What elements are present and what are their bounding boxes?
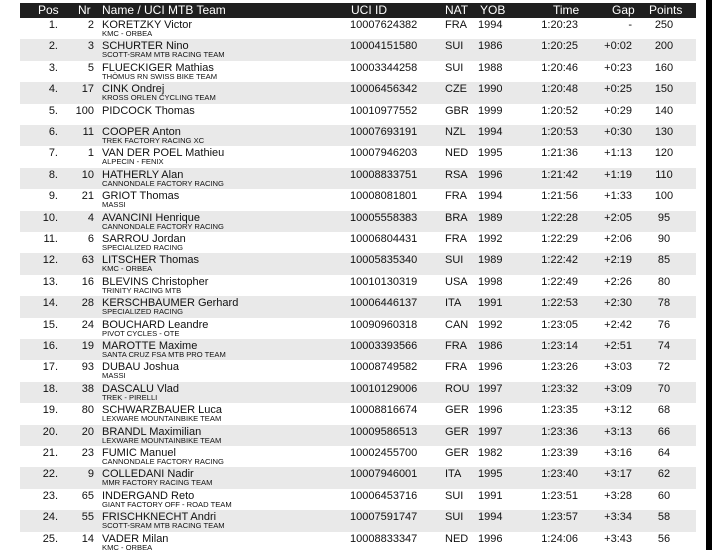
time-gap: +0:29 [604,104,632,117]
uci-id: 10005835340 [350,254,418,267]
uci-id: 10003393566 [350,340,418,352]
uci-id: 10006456342 [350,83,418,96]
table-row [20,425,696,446]
points: 110 [655,168,673,181]
nationality: SUI [445,61,464,74]
team-name: MMR FACTORY RACING TEAM [102,478,213,488]
points: 200 [654,40,674,53]
table-row [20,211,696,232]
nationality: SUI [445,254,464,267]
team-name: SPECIALIZED RACING [102,307,184,317]
uci-id: 10007591747 [350,511,418,524]
nationality: USA [445,275,468,288]
nationality: FRA [445,361,467,374]
finish-time: 1:20:52 [541,104,578,117]
team-name: CANNONDALE FACTORY RACING [102,178,224,188]
rank: 22. [42,468,58,481]
finish-time: 1:23:05 [541,318,578,331]
rank: 19. [42,404,58,417]
year-of-birth: 1998 [478,275,503,288]
bib-number: 20 [81,425,94,438]
rank: 1. [48,19,58,31]
year-of-birth: 1997 [478,382,503,395]
team-name: CANNONDALE FACTORY RACING [102,221,224,231]
bib-number: 11 [82,126,94,138]
nationality: ITA [445,468,462,481]
time-gap: +3:12 [604,404,632,417]
table-row [20,146,696,167]
table-row [20,39,696,60]
nationality: SUI [445,40,464,53]
time-gap: +3:28 [604,489,632,502]
finish-time: 1:23:14 [541,340,578,352]
rider-name: INDERGAND Reto [102,489,195,502]
points: 95 [657,211,671,224]
year-of-birth: 1996 [478,404,503,417]
finish-time: 1:23:51 [541,489,578,502]
points: 62 [657,468,671,481]
year-of-birth: 1996 [478,168,503,181]
team-name: LEXWARE MOUNTAINBIKE TEAM [102,414,222,424]
year-of-birth: 1992 [478,318,503,331]
table-row [20,296,696,317]
table-row [20,168,696,189]
uci-id: 10007624382 [350,19,418,31]
team-name: CANNONDALE FACTORY RACING [102,457,224,466]
bib-number: 4 [87,211,94,224]
time-gap: +2:19 [604,254,632,267]
year-of-birth: 1992 [478,233,503,245]
rider-name: DASCALU Vlad [102,382,180,395]
table-row [20,339,696,360]
table-row [20,253,696,274]
nationality: GER [445,447,469,459]
finish-time: 1:20:46 [541,61,578,74]
bib-number: 100 [75,104,94,117]
points: 60 [657,489,671,502]
finish-time: 1:20:23 [541,19,578,31]
year-of-birth: 1986 [478,40,503,53]
nationality: FRA [445,340,467,352]
rider-name: AVANCINI Henrique [102,211,201,224]
points: 66 [657,425,671,438]
table-row [20,382,696,403]
year-of-birth: 1994 [478,19,503,31]
rank: 16. [42,340,58,352]
uci-id: 10007946001 [350,468,418,481]
rider-name: KERSCHBAUMER Gerhard [102,297,239,310]
table-row [20,82,696,103]
rider-name: DUBAU Joshua [102,361,180,374]
rank: 20. [42,425,58,438]
rank: 24. [42,511,58,524]
team-name: SANTA CRUZ FSA MTB PRO TEAM [102,350,226,359]
time-gap: +3:43 [604,532,632,545]
table-row [20,467,696,488]
finish-time: 1:21:56 [541,190,578,203]
bib-number: 9 [87,468,94,481]
finish-time: 1:20:48 [541,83,578,96]
nationality: BRA [445,211,468,224]
table-row [20,489,696,510]
bib-number: 23 [81,447,94,459]
time-gap: +1:33 [604,190,632,203]
year-of-birth: 1982 [478,447,503,459]
table-row [20,189,696,210]
points: 74 [657,340,671,352]
year-of-birth: 1994 [478,190,503,203]
time-gap: +3:13 [604,425,632,438]
points: 56 [657,532,671,545]
time-gap: +2:51 [604,340,632,352]
bib-number: 21 [81,190,94,203]
points: 64 [657,447,671,459]
nationality: FRA [445,190,467,203]
rank: 6. [48,126,58,138]
time-gap: +3:34 [604,511,632,524]
nationality: SUI [445,511,464,524]
header-nr: Nr [78,3,91,17]
time-gap: +0:02 [604,40,632,53]
time-gap: +3:09 [604,382,632,395]
team-name: MASSI [102,371,126,381]
finish-time: 1:21:42 [541,168,578,181]
rider-name: BOUCHARD Leandre [102,318,209,331]
points: 100 [654,190,674,203]
rank: 25. [42,532,58,545]
time-gap: +2:06 [604,233,632,245]
rider-name: BRANDL Maximilian [102,425,202,438]
bib-number: 5 [87,61,94,74]
team-name: TRINITY RACING MTB [102,285,182,295]
finish-time: 1:23:32 [541,382,578,395]
rank: 12. [42,254,58,267]
uci-id: 10010129006 [350,382,418,395]
bib-number: 10 [81,168,94,181]
points: 72 [657,361,671,374]
year-of-birth: 1991 [478,489,503,502]
bib-number: 14 [81,532,94,545]
nationality: NED [445,532,469,545]
year-of-birth: 1994 [478,511,503,524]
finish-time: 1:20:25 [541,40,578,53]
header-gap: Gap [612,3,635,17]
uci-id: 10010130319 [350,275,418,288]
team-name: ALPECIN - FENIX [102,157,164,167]
uci-id: 10008081801 [350,190,418,203]
nationality: GBR [445,104,469,117]
rider-name: SARROU Jordan [102,233,186,245]
finish-time: 1:22:29 [541,233,578,245]
rank: 11. [43,233,58,245]
team-name: LEXWARE MOUNTAINBIKE TEAM [102,435,222,445]
rider-name: COLLEDANI Nadir [102,468,194,481]
points: 68 [657,404,671,417]
rank: 10. [42,211,58,224]
bib-number: 17 [81,83,94,96]
nationality: FRA [445,19,467,31]
rider-name: PIDCOCK Thomas [102,104,195,117]
finish-time: 1:24:06 [541,532,578,545]
year-of-birth: 1990 [478,83,503,96]
rank: 14. [42,297,58,310]
table-row [20,510,696,531]
nationality: GER [445,425,469,438]
team-name: PIVOT CYCLES - OTE [102,328,180,338]
finish-time: 1:23:26 [541,361,578,374]
rider-name: GRIOT Thomas [102,190,180,203]
bib-number: 3 [87,40,94,53]
finish-time: 1:23:39 [541,447,578,459]
finish-time: 1:20:53 [541,126,578,138]
page-edge [706,0,712,550]
nationality: FRA [445,233,467,245]
uci-id: 10009586513 [350,425,418,438]
uci-id: 10007693191 [350,126,418,138]
rider-name: LITSCHER Thomas [102,254,199,267]
year-of-birth: 1986 [478,340,503,352]
rider-name: MAROTTE Maxime [102,340,198,352]
team-name: TREK FACTORY RACING XC [102,136,205,145]
time-gap: +0:30 [604,126,632,138]
year-of-birth: 1996 [478,361,503,374]
bib-number: 2 [87,19,94,31]
team-name: TREK - PIRELLI [102,392,158,402]
finish-time: 1:23:40 [541,468,578,481]
rider-name: FUMIC Manuel [102,447,176,459]
bib-number: 19 [81,340,94,352]
time-gap: +0:25 [604,83,632,96]
rank: 2. [48,40,58,53]
finish-time: 1:22:42 [541,254,578,267]
year-of-birth: 1995 [478,468,503,481]
bib-number: 24 [81,318,94,331]
year-of-birth: 1995 [478,147,503,160]
team-name: SCOTT-SRAM MTB RACING TEAM [102,50,225,60]
team-name: KMC - ORBEA [102,29,153,38]
time-gap: +1:19 [604,168,632,181]
bib-number: 55 [81,511,94,524]
rider-name: SCHURTER Nino [102,40,189,53]
rank: 15. [42,318,58,331]
finish-time: 1:22:49 [541,275,578,288]
bib-number: 93 [81,361,94,374]
time-gap: - [628,19,632,31]
team-name: MASSI [102,200,126,210]
year-of-birth: 1999 [478,104,503,117]
bib-number: 65 [81,489,94,502]
nationality: NZL [445,126,466,138]
table-row [20,18,696,39]
points: 76 [657,318,671,331]
rider-name: VADER Milan [102,532,169,545]
time-gap: +2:42 [604,318,632,331]
finish-time: 1:22:53 [541,297,578,310]
team-name: KMC - ORBEA [102,542,153,552]
uci-id: 10005558383 [350,211,418,224]
points: 80 [657,275,671,288]
points: 160 [654,61,674,74]
bib-number: 16 [81,275,94,288]
points: 130 [654,126,674,138]
points: 120 [654,147,674,160]
uci-id: 10010977552 [350,104,418,117]
time-gap: +2:05 [604,211,632,224]
nationality: CZE [445,83,467,96]
rank: 17. [42,361,58,374]
team-name: GIANT FACTORY OFF - ROAD TEAM [102,499,232,509]
points: 90 [657,233,671,245]
table-row [20,360,696,381]
nationality: ROU [445,382,470,395]
uci-id: 10008833751 [350,168,418,181]
rank: 3. [48,61,58,74]
table-header [20,3,696,18]
rider-name: FLUECKIGER Mathias [102,61,214,74]
nationality: SUI [445,489,464,502]
table-row [20,61,696,82]
finish-time: 1:22:28 [541,211,578,224]
header-uci-id: UCI ID [351,3,387,17]
table-row [20,104,696,125]
uci-id: 10007946203 [350,147,418,160]
uci-id: 10006453716 [350,489,418,502]
time-gap: +0:23 [604,61,632,74]
time-gap: +2:30 [604,297,632,310]
points: 140 [654,104,674,117]
rank: 7. [48,147,58,160]
header-points: Points [649,3,683,17]
team-name: SPECIALIZED RACING [102,243,184,252]
time-gap: +3:16 [604,447,632,459]
team-name: KMC - ORBEA [102,264,153,274]
table-row [20,403,696,424]
uci-id: 10008749582 [350,361,418,374]
uci-id: 10008833347 [350,532,418,545]
team-name: THÖMUS RN SWISS BIKE TEAM [102,71,218,81]
finish-time: 1:23:35 [541,404,578,417]
year-of-birth: 1994 [478,126,503,138]
rank: 9. [48,190,58,203]
year-of-birth: 1989 [478,211,503,224]
nationality: ITA [445,297,462,310]
points: 78 [657,297,671,310]
rider-name: BLEVINS Christopher [102,275,209,288]
bib-number: 28 [81,297,94,310]
nationality: GER [445,404,469,417]
year-of-birth: 1997 [478,425,503,438]
rider-name: CINK Ondrej [102,83,165,96]
points: 85 [657,254,671,267]
year-of-birth: 1991 [478,297,503,310]
finish-time: 1:23:36 [541,425,578,438]
table-row [20,446,696,467]
time-gap: +2:26 [604,275,632,288]
rank: 21. [42,447,58,459]
rider-name: VAN DER POEL Mathieu [102,147,225,160]
bib-number: 63 [81,254,94,267]
rider-name: FRISCHKNECHT Andri [102,511,217,524]
rank: 13. [42,275,58,288]
time-gap: +3:03 [604,361,632,374]
header-pos: Pos [38,3,59,17]
table-row [20,232,696,253]
header-nat: NAT [445,3,469,17]
time-gap: +3:17 [604,468,632,481]
uci-id: 10006446137 [350,297,418,310]
points: 58 [657,511,671,524]
table-row [20,318,696,339]
rider-name: COOPER Anton [102,126,181,138]
nationality: RSA [445,168,468,181]
points: 70 [657,382,671,395]
uci-id: 10090960318 [350,318,418,331]
uci-id: 10003344258 [350,61,418,74]
rank: 5. [48,104,58,117]
rider-name: KORETZKY Victor [102,19,193,31]
table-row [20,125,696,146]
team-name: SCOTT-SRAM MTB RACING TEAM [102,521,225,531]
uci-id: 10004151580 [350,40,418,53]
rider-name: SCHWARZBAUER Luca [102,404,223,417]
points: 250 [654,19,674,31]
uci-id: 10006804431 [350,233,418,245]
rider-name: HATHERLY Alan [102,168,184,181]
nationality: NED [445,147,469,160]
finish-time: 1:23:57 [541,511,578,524]
time-gap: +1:13 [604,147,632,160]
header-yob: YOB [480,3,506,17]
year-of-birth: 1989 [478,254,503,267]
rank: 18. [42,382,58,395]
bib-number: 6 [87,233,94,245]
rank: 8. [48,168,58,181]
uci-id: 10002455700 [350,447,418,459]
year-of-birth: 1996 [478,532,503,545]
rank: 23. [42,489,58,502]
rank: 4. [48,83,58,96]
header-time: Time [553,3,580,17]
team-name: KROSS ORLEN CYCLING TEAM [102,93,216,103]
finish-time: 1:21:36 [541,147,578,160]
bib-number: 80 [81,404,94,417]
header-name-team: Name / UCI MTB Team [102,3,226,17]
uci-id: 10008816674 [350,404,418,417]
table-row [20,275,696,296]
points: 150 [654,83,674,96]
bib-number: 1 [87,147,94,160]
bib-number: 38 [81,382,94,395]
year-of-birth: 1988 [478,61,503,74]
nationality: CAN [445,318,469,331]
